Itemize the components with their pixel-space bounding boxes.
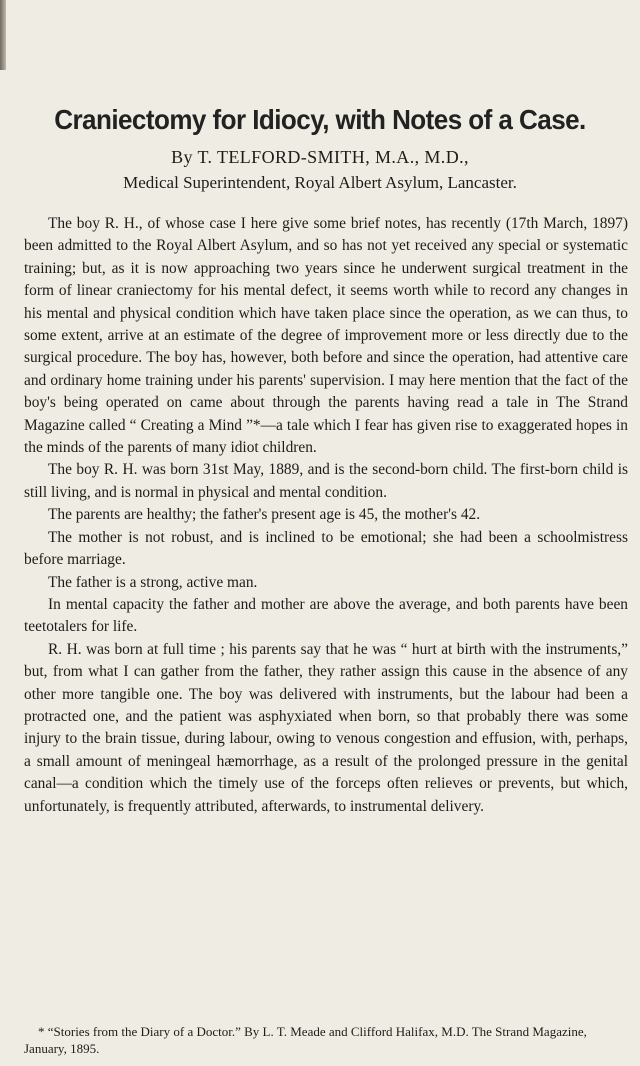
- article-body: [24, 213, 628, 818]
- body-paragraph: The boy R. H. was born 31st May, 1889, and is the second-born child. The first-born child is still living, and is normal in physical and mental condition.: [24, 461, 628, 501]
- body-paragraph: The boy R. H., of whose case I here give some brief notes, has recently (17th March, 1897) been admitted to the Royal Albert Asylum, and so has not yet received any special or systematic training; but, as it is now approaching two years since he underwent surgical treatment in the form of linear craniectomy for his mental defect, it seems worth while to record any changes in his mental and physical condition which have taken place since the operation, as we can thus, to some extent, arrive at an estimate of the degree of improvement more or less directly due to the surgical procedure. The boy has, however, both before and since the operation, had attentive care and ordinary home training under his parents' supervision. I may here mention that the fact of the boy's being operated on came about through the parents having read a tale in The Strand Magazine called “ Creating a Mind ”*—a tale which I fear has given rise to exaggerated hopes in the minds of the parents of many idiot children.: [24, 215, 628, 457]
- author-affiliation: Medical Superintendent, Royal Albert Asylum, Lancaster.: [123, 173, 517, 192]
- article-title: Craniectomy for Idiocy, with Notes of a Case.: [54, 104, 586, 135]
- body-paragraph: The mother is not robust, and is inclined to be emotional; she had been a schoolmistress before marriage.: [24, 528, 628, 569]
- body-paragraph: In mental capacity the father and mother are above the average, and both parents have been teetotalers for life.: [24, 595, 628, 636]
- body-paragraph: R. H. was born at full time ; his parents say that he was “ hurt at birth with the instruments,” but, from what I can gather from the father, they rather assign this cause in the absence of any other more tangible one. The boy was delivered with instruments, but the labour had been a protracted one, and the patient was asphyxiated when born, so that probably there was some injury to the brain tissue, during labour, owing to venous congestion and effusion, with, perhaps, a small amount of meningeal hæmorrhage, as a result of the prolonged pressure in the genital canal—a condition which the timely use of the forceps often relieves or prevents, but which, unfortunately, is frequently attributed, afterwards, to instrumental delivery.: [24, 640, 628, 815]
- article-byline: By T. TELFORD-SMITH, M.A., M.D.,: [171, 147, 469, 167]
- footnote: [24, 1023, 628, 1057]
- body-paragraph: The parents are healthy; the father's present age is 45, the mother's 42.: [48, 506, 481, 524]
- page-binding-edge: [0, 0, 6, 70]
- body-paragraph: The father is a strong, active man.: [48, 573, 258, 591]
- footnote-text: * “Stories from the Diary of a Doctor.” By L. T. Meade and Clifford Halifax, M.D. The Strand Magazine, January, 1895.: [24, 1024, 587, 1056]
